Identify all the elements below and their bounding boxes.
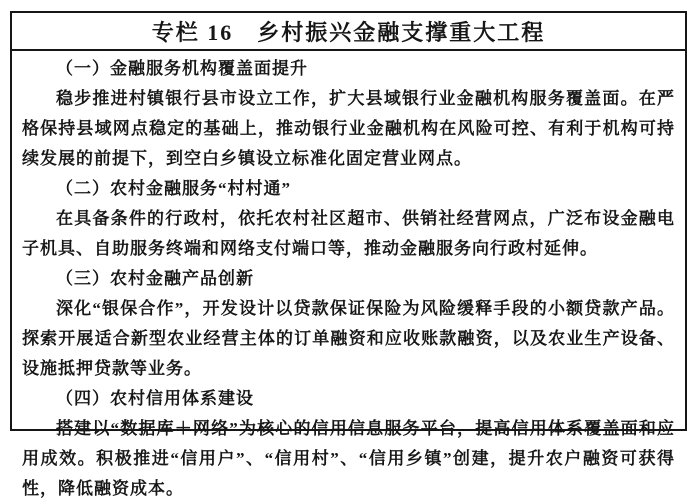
- panel-body: [12, 51, 685, 504]
- section-4-paragraph: 搭建以“数据库＋网络”为核心的信用信息服务平台，提高信用体系覆盖面和应用成效。积极推进“信用户”、“信用村”、“信用乡镇”创建，提升农户融资可获得性，降低融资成本。: [22, 419, 675, 498]
- section-2-paragraph: 在具备条件的行政村，依托农村社区超市、供销社经营网点，广泛布设金融电子机具、自助服务终端和网络支付端口等，推动金融服务向行政村延伸。: [22, 209, 675, 258]
- section-1-heading: （一）金融服务机构覆盖面提升: [56, 59, 308, 78]
- section-2-heading: （二）农村金融服务“村村通”: [56, 179, 291, 198]
- panel-title: 专栏 16 乡村振兴金融支撑重大工程: [12, 13, 685, 51]
- section-3-heading: （三）农村金融产品创新: [56, 269, 254, 288]
- section-1-paragraph: 稳步推进村镇银行县市设立工作，扩大县域银行业金融机构服务覆盖面。在严格保持县域网点稳定的基础上，推动银行业金融机构在风险可控、有利于机构可持续发展的前提下，到空白乡镇设立标准化固定营业网点。: [22, 89, 675, 168]
- section-3-paragraph: 深化“银保合作”，开发设计以贷款保证保险为风险缓释手段的小额贷款产品。探索开展适合新型农业经营主体的订单融资和应收账款融资，以及农业生产设备、设施抵押贷款等业务。: [22, 299, 675, 378]
- section-4-heading: （四）农村信用体系建设: [56, 389, 254, 408]
- column-box-panel: [10, 11, 687, 498]
